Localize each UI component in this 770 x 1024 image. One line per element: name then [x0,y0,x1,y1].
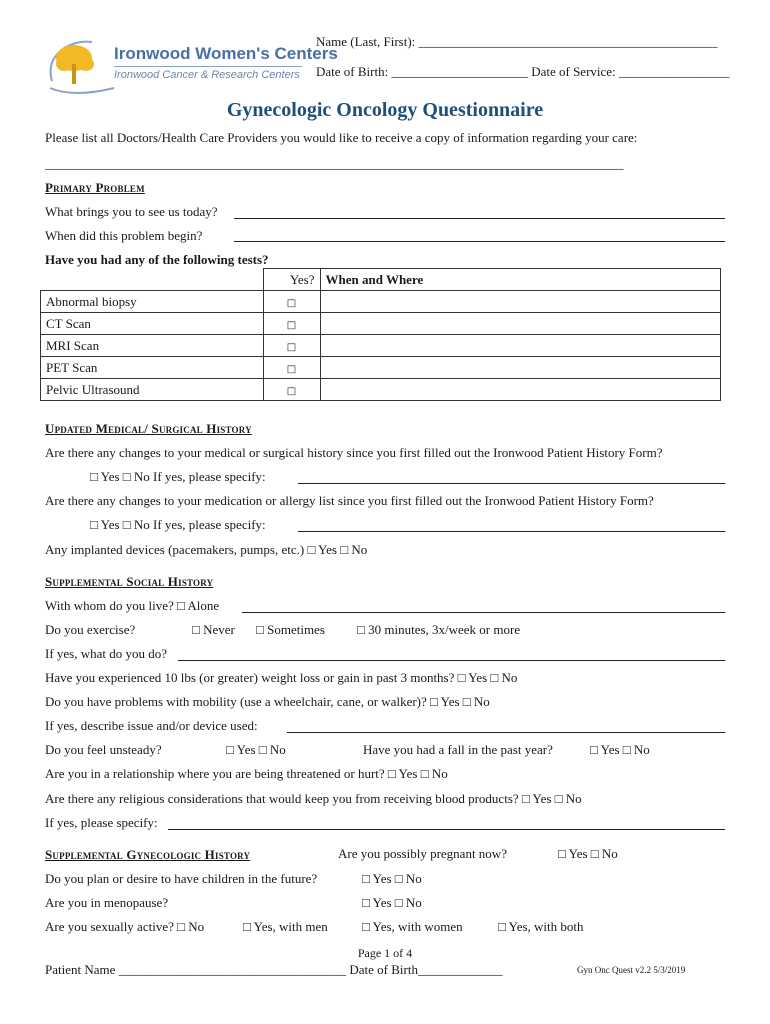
medical-specify-field[interactable] [298,483,725,484]
religious-specify-field[interactable] [168,829,725,830]
exercise-30min-option[interactable]: □ 30 minutes, 3x/week or more [357,622,521,637]
checkbox[interactable]: □ [286,297,297,309]
test-name: CT Scan [41,313,264,335]
exercise-sometimes-option[interactable]: □ Sometimes [256,622,325,637]
device-question: If yes, describe issue and/or device used: [45,718,258,733]
medical-changes-question: Are there any changes to your medical or surgical history since you first filled out the Ironwood Patient History Form? [45,445,663,460]
reason-field[interactable] [234,218,725,219]
table-row [41,313,721,335]
onset-question: When did this problem begin? [45,228,203,243]
live-with-field[interactable] [242,612,725,613]
relationship-question[interactable]: Are you in a relationship where you are being threatened or hurt? □ Yes □ No [45,766,448,781]
col-yes: Yes? [263,269,320,291]
live-with-question[interactable]: With whom do you live? □ Alone [45,598,220,613]
tests-table [40,268,721,401]
sex-with-men-option[interactable]: □ Yes, with men [243,919,328,934]
fall-options[interactable]: □ Yes □ No [590,742,650,757]
table-header-row [41,269,721,291]
checkbox[interactable]: □ [286,319,297,331]
implanted-devices-question[interactable]: Any implanted devices (pacemakers, pumps, etc.) □ Yes □ No [45,542,368,557]
pregnant-options[interactable]: □ Yes □ No [558,846,618,861]
logo-divider [114,66,302,67]
device-field[interactable] [287,732,725,733]
test-name: PET Scan [41,357,264,379]
table-row [41,379,721,401]
when-where-cell[interactable] [320,313,720,335]
exercise-question: Do you exercise? [45,622,136,637]
unsteady-question: Do you feel unsteady? [45,742,162,757]
exercise-what-field[interactable] [178,660,725,661]
medication-specify-field[interactable] [298,531,725,532]
exercise-never-option[interactable]: □ Never [192,622,235,637]
unsteady-options[interactable]: □ Yes □ No [226,742,286,757]
page-title: Gynecologic Oncology Questionnaire [226,99,544,121]
checkbox[interactable]: □ [286,341,297,353]
religious-question[interactable]: Are there any religious considerations that would keep you from receiving blood products? □ Yes □ No [45,791,582,806]
exercise-what-question: If yes, what do you do? [45,646,168,661]
onset-field[interactable] [234,241,725,242]
sexually-active-question[interactable]: Are you sexually active? □ No [45,919,205,934]
gyn-history-heading: Supplemental Gynecologic History [45,847,251,862]
primary-problem-heading: Primary Problem [45,180,145,195]
version-label: Gyn Onc Quest v2.2 5/3/2019 [577,965,686,975]
reason-question: What brings you to see us today? [45,204,218,219]
page-number: Page 1 of 4 [357,946,413,960]
test-name: Pelvic Ultrasound [41,379,264,401]
social-history-heading: Supplemental Social History [45,574,214,589]
sex-with-women-option[interactable]: □ Yes, with women [362,919,463,934]
intro-text: Please list all Doctors/Health Care Providers you would like to receive a copy of information regarding your care: [45,130,638,145]
footer-patient-line[interactable]: Patient Name ___________________________________ Date of Birth_____________ [45,962,503,977]
menopause-question: Are you in menopause? [45,895,169,910]
religious-specify-label: If yes, please specify: [45,815,158,830]
org-name: Ironwood Women's Centers [114,44,338,63]
fall-question: Have you had a fall in the past year? [363,742,553,757]
logo [44,36,338,96]
children-options[interactable]: □ Yes □ No [362,871,422,886]
dob-service-field[interactable]: Date of Birth: _____________________ Date of Service: _________________ [316,64,730,79]
children-question: Do you plan or desire to have children in the future? [45,871,318,886]
menopause-options[interactable]: □ Yes □ No [362,895,422,910]
medication-changes-options[interactable]: □ Yes □ No If yes, please specify: [90,517,266,532]
when-where-cell[interactable] [320,335,720,357]
col-when-where: When and Where [320,269,720,291]
checkbox[interactable]: □ [286,385,297,397]
table-row [41,335,721,357]
medical-history-heading: Updated Medical/ Surgical History [45,421,252,436]
test-name: Abnormal biopsy [41,291,264,313]
test-name: MRI Scan [41,335,264,357]
weight-change-question[interactable]: Have you experienced 10 lbs (or greater) weight loss or gain in past 3 months? □ Yes □ No [45,670,518,685]
table-row [41,291,721,313]
medication-changes-question: Are there any changes to your medication or allergy list since you first filled out the Ironwood Patient History Form? [45,493,654,508]
name-field[interactable]: Name (Last, First): ______________________________________________ [316,34,718,49]
when-where-cell[interactable] [320,379,720,401]
org-subname: Ironwood Cancer & Research Centers [114,69,300,81]
providers-field[interactable]: _________________________________________________________________________________________ [45,156,624,171]
checkbox[interactable]: □ [286,363,297,375]
table-row [41,357,721,379]
pregnant-question: Are you possibly pregnant now? [338,846,507,861]
sex-with-both-option[interactable]: □ Yes, with both [498,919,584,934]
when-where-cell[interactable] [320,357,720,379]
medical-changes-options[interactable]: □ Yes □ No If yes, please specify: [90,469,266,484]
tests-question: Have you had any of the following tests? [45,252,269,267]
mobility-question[interactable]: Do you have problems with mobility (use a wheelchair, cane, or walker)? □ Yes □ No [45,694,490,709]
when-where-cell[interactable] [320,291,720,313]
